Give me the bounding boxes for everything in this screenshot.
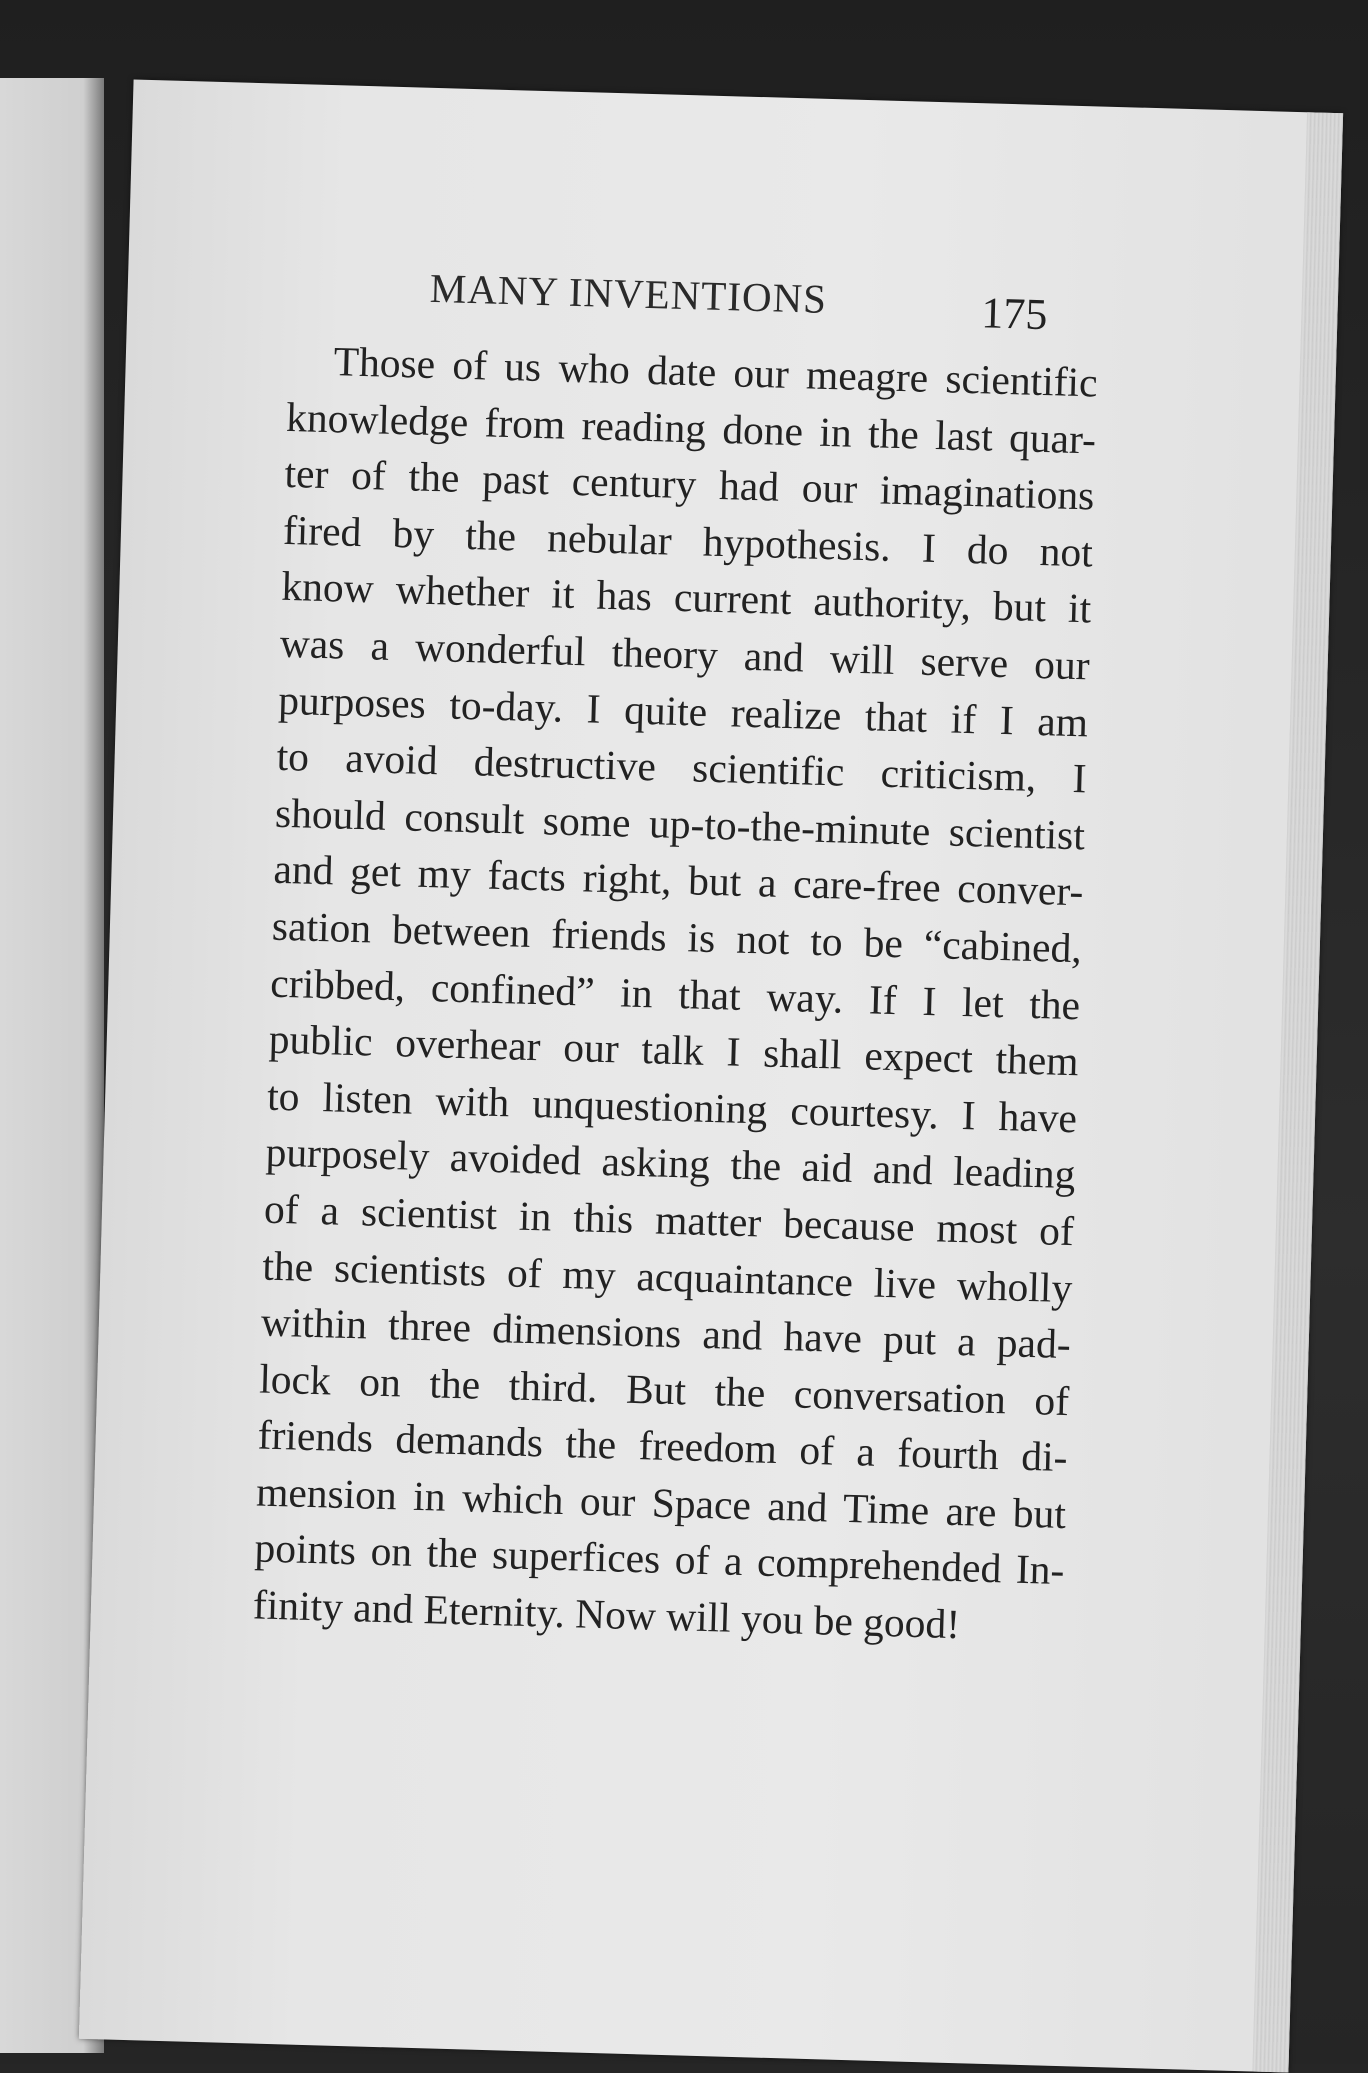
page-number: 175 (980, 288, 1049, 340)
text-line: points on the superfices of a comprehended In- (254, 1524, 1065, 1594)
running-title: MANY INVENTIONS (429, 264, 828, 322)
text-line: to listen with unquestioning courtesy. I have (266, 1072, 1078, 1141)
body-paragraph (252, 332, 1098, 1656)
text-line: Those of us who date our meagre scientific (333, 338, 1099, 406)
text-line: was a wonderful theory and will serve our (279, 619, 1091, 689)
text-line: sation between friends is not to be “cabined, (271, 902, 1083, 972)
text-line: should consult some up-to-the-minute scientist (274, 789, 1086, 859)
book-page (79, 79, 1343, 2072)
text-line: of a scientist in this matter because most of (263, 1185, 1075, 1255)
text-line: purposes to-day. I quite realize that if I am (277, 676, 1089, 745)
text-line: within three dimensions and have put a pad- (260, 1298, 1072, 1368)
text-line: knowledge from reading done in the last quar- (285, 393, 1097, 463)
text-line: know whether it has current authority, but it (280, 563, 1092, 632)
text-line: mension in which our Space and Time are but (255, 1468, 1067, 1537)
text-line: and get my facts right, but a care-free conver- (272, 846, 1084, 915)
text-line: friends demands the freedom of a fourth di- (257, 1411, 1069, 1481)
text-line: to avoid destructive scientific criticism, I (276, 732, 1088, 802)
text-line: cribbed, confined” in that way. If I let the (269, 959, 1081, 1028)
text-line: fired by the nebular hypothesis. I do not (282, 506, 1094, 576)
text-line: purposely avoided asking the aid and leading (265, 1128, 1077, 1198)
text-line: public overhear our talk I shall expect them (268, 1015, 1080, 1085)
text-line: ter of the past century had our imaginations (284, 450, 1095, 519)
text-line: lock on the third. But the conversation of (258, 1355, 1070, 1424)
text-line: finity and Eternity. Now will you be good! (252, 1581, 961, 1648)
text-line: the scientists of my acquaintance live wholly (261, 1242, 1073, 1311)
